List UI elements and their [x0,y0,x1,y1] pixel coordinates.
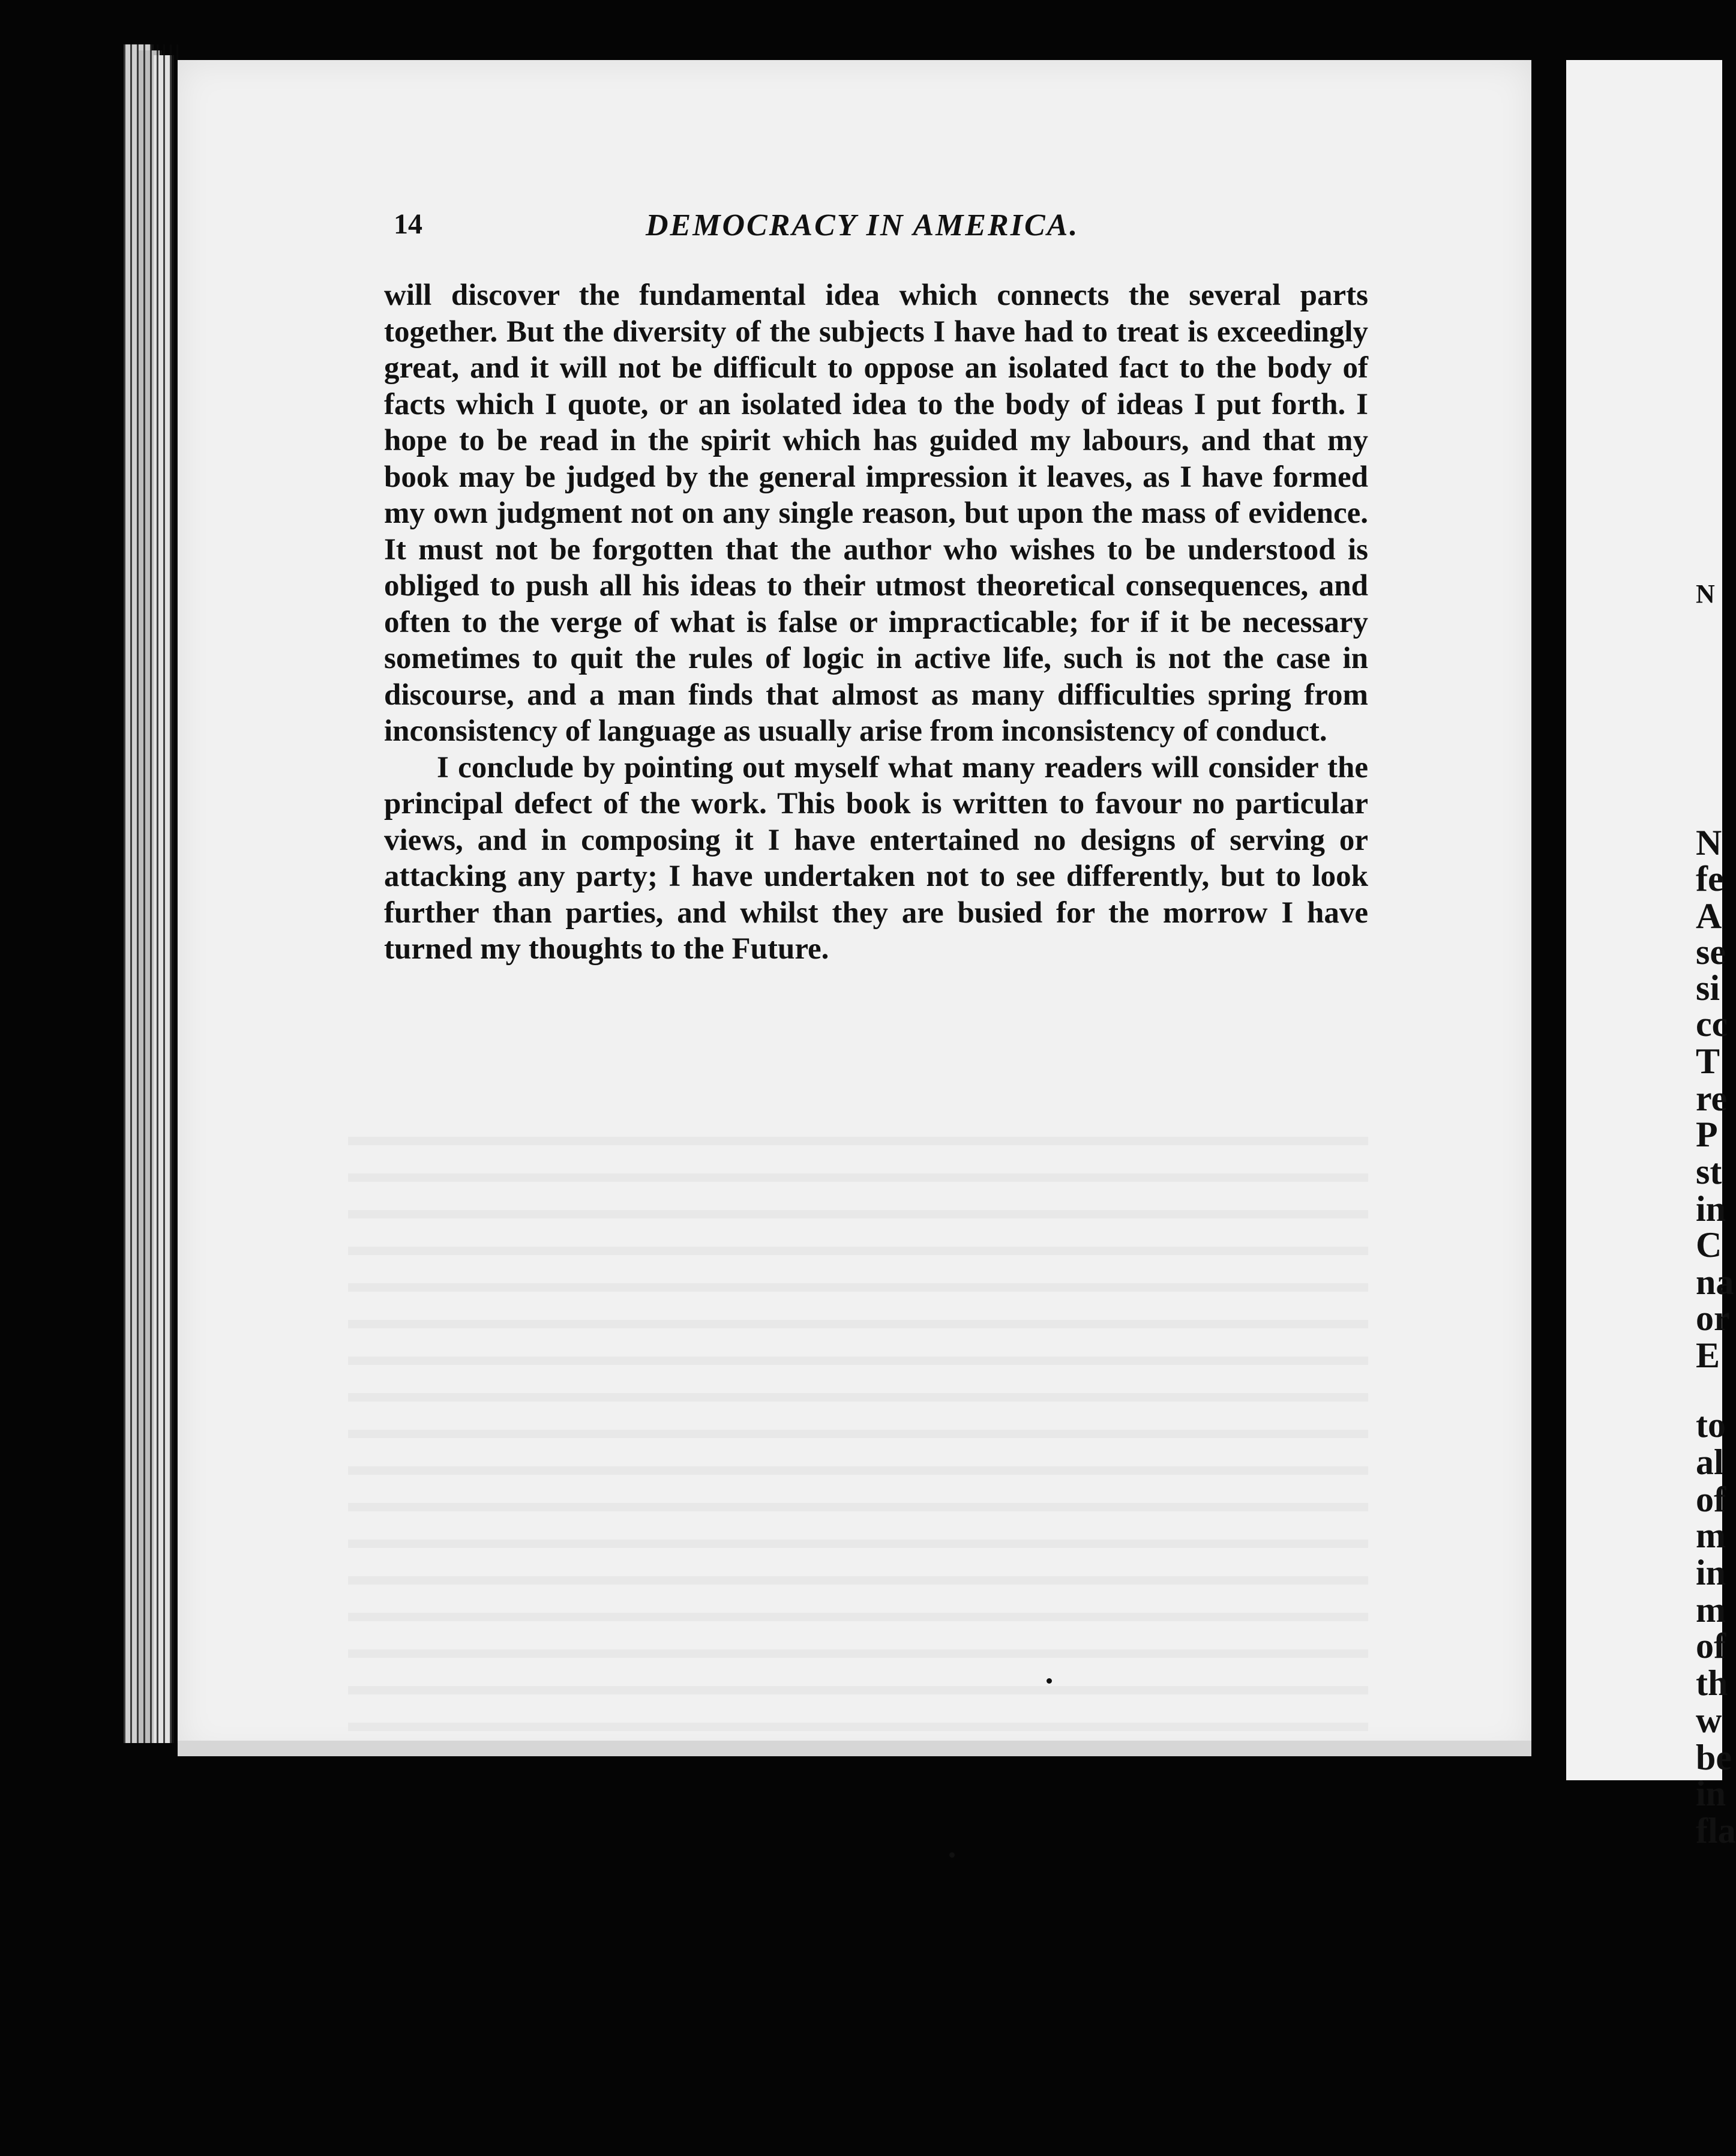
facing-page-fragment: N [1696,579,1715,609]
facing-page-fragment: m [1696,1516,1726,1555]
facing-page-fragment: in [1696,1774,1726,1813]
facing-page-fragment: T [1696,1041,1720,1081]
page-header [394,208,1414,250]
facing-page-fragment: P [1696,1115,1718,1154]
facing-page-fragment: si [1696,968,1720,1008]
facing-page-fragment: C [1696,1225,1722,1265]
facing-page-fragment: th [1696,1663,1728,1703]
speck [949,1852,955,1858]
facing-page-fragment: cc [1696,1004,1728,1044]
facing-page-fragment: N [1696,823,1722,863]
facing-page-fragment: re [1696,1079,1728,1118]
facing-page-fragment: of [1696,1480,1726,1519]
paragraph: I conclude by pointing out myself what many readers will consider the principal defect of the work. This book is written to favour no particular views, and in composing it I have entertained no designs of serving or attacking any party; I have undertaken not to see differently, but to look further than parties, and whilst they are busied for the morrow I have turned my thoughts to the Future. [384,750,1368,966]
facing-page-fragment: or [1696,1298,1730,1338]
running-title: DEMOCRACY IN AMERICA. [646,208,1080,242]
speck [1047,1678,1052,1684]
facing-page-fragment: E [1696,1335,1720,1375]
facing-page-fragment: in [1696,1553,1726,1592]
show-through-text [348,1116,1368,1777]
facing-page-fragment: se [1696,932,1726,972]
page-number: 14 [394,208,422,240]
facing-page-fragment: st [1696,1152,1722,1191]
facing-page-fragment: A [1696,896,1722,936]
facing-page-fragment: na [1696,1262,1734,1302]
facing-page-fragment: fla [1696,1811,1736,1850]
facing-page-fragment: m [1696,1590,1726,1630]
facing-page-fragment: fe [1696,859,1724,899]
facing-page-fragment: in [1696,1189,1726,1229]
facing-page-fragment: al [1696,1442,1724,1482]
page-stack-edges [124,44,181,1743]
facing-page-fragment: to [1696,1405,1726,1445]
facing-page-fragment: of [1696,1626,1726,1666]
body-text [384,277,1368,968]
facing-page-fragment: w [1696,1700,1722,1740]
paragraph: will discover the fundamental idea which connects the several parts together. But the diversity of the subjects I have had to treat is exceedingly great, and it will not be difficult to oppose an isolated fact to the body of facts which I quote, or an isolated idea to the body of ideas I put forth. I hope to be read in the spirit which has guided my labours, and that my book may be judged by the general impression it leaves, as I have formed my own judgment not on any single reason, but upon the mass of evidence. It must not be forgotten that the author who wishes to be understood is obliged to push all his ideas to their utmost theoretical consequences, and often to the verge of what is false or impracticable; for if it be necessary sometimes to quit the rules of logic in active life, such is not the case in discourse, and a man finds that almost as many difficulties spring from inconsistency of language as usually arise from inconsistency of conduct. [384,279,1368,748]
facing-page-fragment: be [1696,1738,1732,1777]
